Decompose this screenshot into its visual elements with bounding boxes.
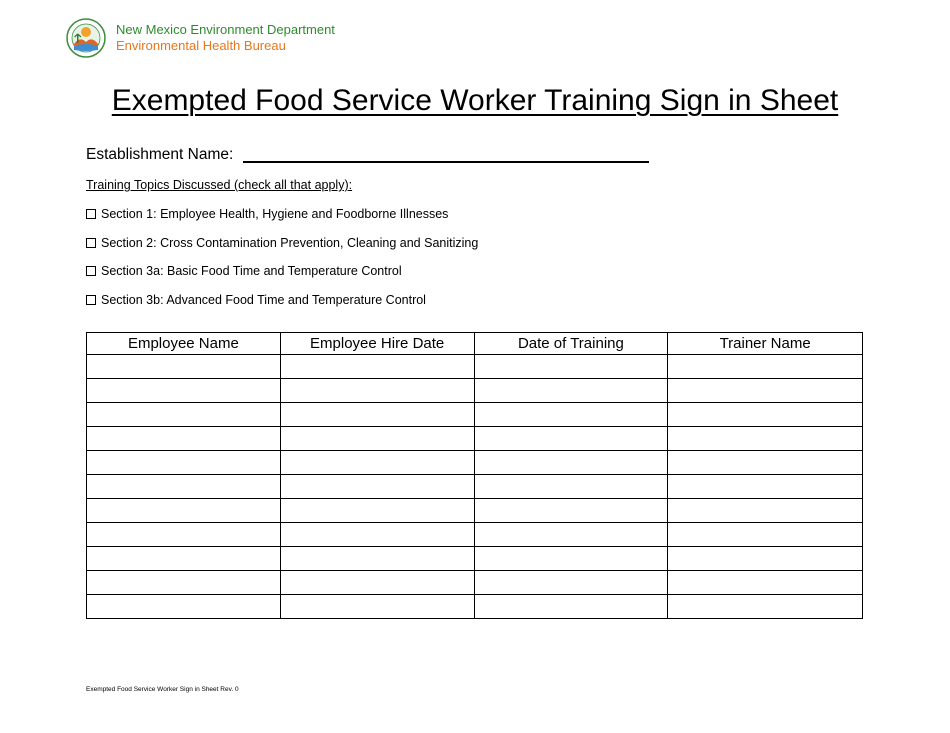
employee-hire-date-cell[interactable] bbox=[280, 499, 474, 523]
trainer-name-cell[interactable] bbox=[668, 571, 863, 595]
table-row bbox=[87, 523, 863, 547]
employee-hire-date-cell[interactable] bbox=[280, 571, 474, 595]
employee-name-cell[interactable] bbox=[87, 499, 281, 523]
date-of-training-cell[interactable] bbox=[474, 475, 668, 499]
trainer-name-cell[interactable] bbox=[668, 547, 863, 571]
topic-section-3b bbox=[86, 293, 426, 307]
employee-name-cell[interactable] bbox=[87, 523, 281, 547]
table-row bbox=[87, 379, 863, 403]
trainer-name-cell[interactable] bbox=[668, 499, 863, 523]
employee-hire-date-cell[interactable] bbox=[280, 403, 474, 427]
table-row bbox=[87, 595, 863, 619]
date-of-training-cell[interactable] bbox=[474, 571, 668, 595]
date-of-training-cell[interactable] bbox=[474, 403, 668, 427]
trainer-name-cell[interactable] bbox=[668, 355, 863, 379]
column-header-date-of-training: Date of Training bbox=[474, 333, 668, 355]
department-name: New Mexico Environment Department bbox=[116, 22, 335, 37]
date-of-training-cell[interactable] bbox=[474, 427, 668, 451]
section-1-checkbox[interactable] bbox=[86, 209, 96, 219]
employee-hire-date-cell[interactable] bbox=[280, 547, 474, 571]
trainer-name-cell[interactable] bbox=[668, 427, 863, 451]
bureau-name: Environmental Health Bureau bbox=[116, 38, 286, 53]
table-row bbox=[87, 427, 863, 451]
column-header-employee-hire-date: Employee Hire Date bbox=[280, 333, 474, 355]
table-body bbox=[87, 355, 863, 619]
employee-hire-date-cell[interactable] bbox=[280, 475, 474, 499]
employee-name-cell[interactable] bbox=[87, 571, 281, 595]
employee-hire-date-cell[interactable] bbox=[280, 355, 474, 379]
date-of-training-cell[interactable] bbox=[474, 547, 668, 571]
employee-name-cell[interactable] bbox=[87, 475, 281, 499]
section-3a-checkbox[interactable] bbox=[86, 266, 96, 276]
topic-section-2 bbox=[86, 236, 478, 250]
topic-label: Section 3b: Advanced Food Time and Temperature Control bbox=[101, 293, 426, 307]
date-of-training-cell[interactable] bbox=[474, 523, 668, 547]
table-row bbox=[87, 547, 863, 571]
trainer-name-cell[interactable] bbox=[668, 451, 863, 475]
employee-hire-date-cell[interactable] bbox=[280, 523, 474, 547]
table-row bbox=[87, 499, 863, 523]
date-of-training-cell[interactable] bbox=[474, 379, 668, 403]
establishment-field bbox=[86, 146, 649, 164]
topic-label: Section 2: Cross Contamination Prevention, Cleaning and Sanitizing bbox=[101, 236, 479, 250]
topic-section-3a bbox=[86, 264, 402, 278]
date-of-training-cell[interactable] bbox=[474, 451, 668, 475]
section-3b-checkbox[interactable] bbox=[86, 295, 96, 305]
topic-label: Section 3a: Basic Food Time and Temperature Control bbox=[101, 264, 402, 278]
establishment-label: Establishment Name: bbox=[86, 146, 234, 163]
employee-name-cell[interactable] bbox=[87, 427, 281, 451]
footer-revision: Exempted Food Service Worker Sign in Sheet Rev. 0 bbox=[86, 686, 239, 693]
trainer-name-cell[interactable] bbox=[668, 403, 863, 427]
column-header-employee-name: Employee Name bbox=[87, 333, 281, 355]
employee-name-cell[interactable] bbox=[87, 451, 281, 475]
table-row bbox=[87, 403, 863, 427]
employee-hire-date-cell[interactable] bbox=[280, 451, 474, 475]
employee-name-cell[interactable] bbox=[87, 547, 281, 571]
trainer-name-cell[interactable] bbox=[668, 475, 863, 499]
table-row bbox=[87, 571, 863, 595]
topic-label: Section 1: Employee Health, Hygiene and Foodborne Illnesses bbox=[101, 207, 449, 221]
trainer-name-cell[interactable] bbox=[668, 379, 863, 403]
employee-name-cell[interactable] bbox=[87, 403, 281, 427]
page-title: Exempted Food Service Worker Training Sign in Sheet bbox=[111, 84, 839, 117]
section-2-checkbox[interactable] bbox=[86, 238, 96, 248]
column-header-trainer-name: Trainer Name bbox=[668, 333, 863, 355]
employee-name-cell[interactable] bbox=[87, 355, 281, 379]
topics-label: Training Topics Discussed (check all that apply): bbox=[86, 178, 353, 192]
table-row bbox=[87, 355, 863, 379]
table-row bbox=[87, 475, 863, 499]
agency-block bbox=[116, 22, 335, 54]
employee-name-cell[interactable] bbox=[87, 595, 281, 619]
date-of-training-cell[interactable] bbox=[474, 355, 668, 379]
employee-hire-date-cell[interactable] bbox=[280, 379, 474, 403]
date-of-training-cell[interactable] bbox=[474, 499, 668, 523]
employee-hire-date-cell[interactable] bbox=[280, 427, 474, 451]
table-row bbox=[87, 451, 863, 475]
header bbox=[66, 18, 335, 58]
sign-in-table bbox=[86, 332, 863, 619]
topic-section-1 bbox=[86, 207, 448, 221]
establishment-name-line[interactable] bbox=[243, 161, 649, 163]
trainer-name-cell[interactable] bbox=[668, 595, 863, 619]
employee-hire-date-cell[interactable] bbox=[280, 595, 474, 619]
date-of-training-cell[interactable] bbox=[474, 595, 668, 619]
employee-name-cell[interactable] bbox=[87, 379, 281, 403]
nmed-seal-icon bbox=[66, 18, 106, 58]
table-header-row bbox=[87, 333, 863, 355]
trainer-name-cell[interactable] bbox=[668, 523, 863, 547]
